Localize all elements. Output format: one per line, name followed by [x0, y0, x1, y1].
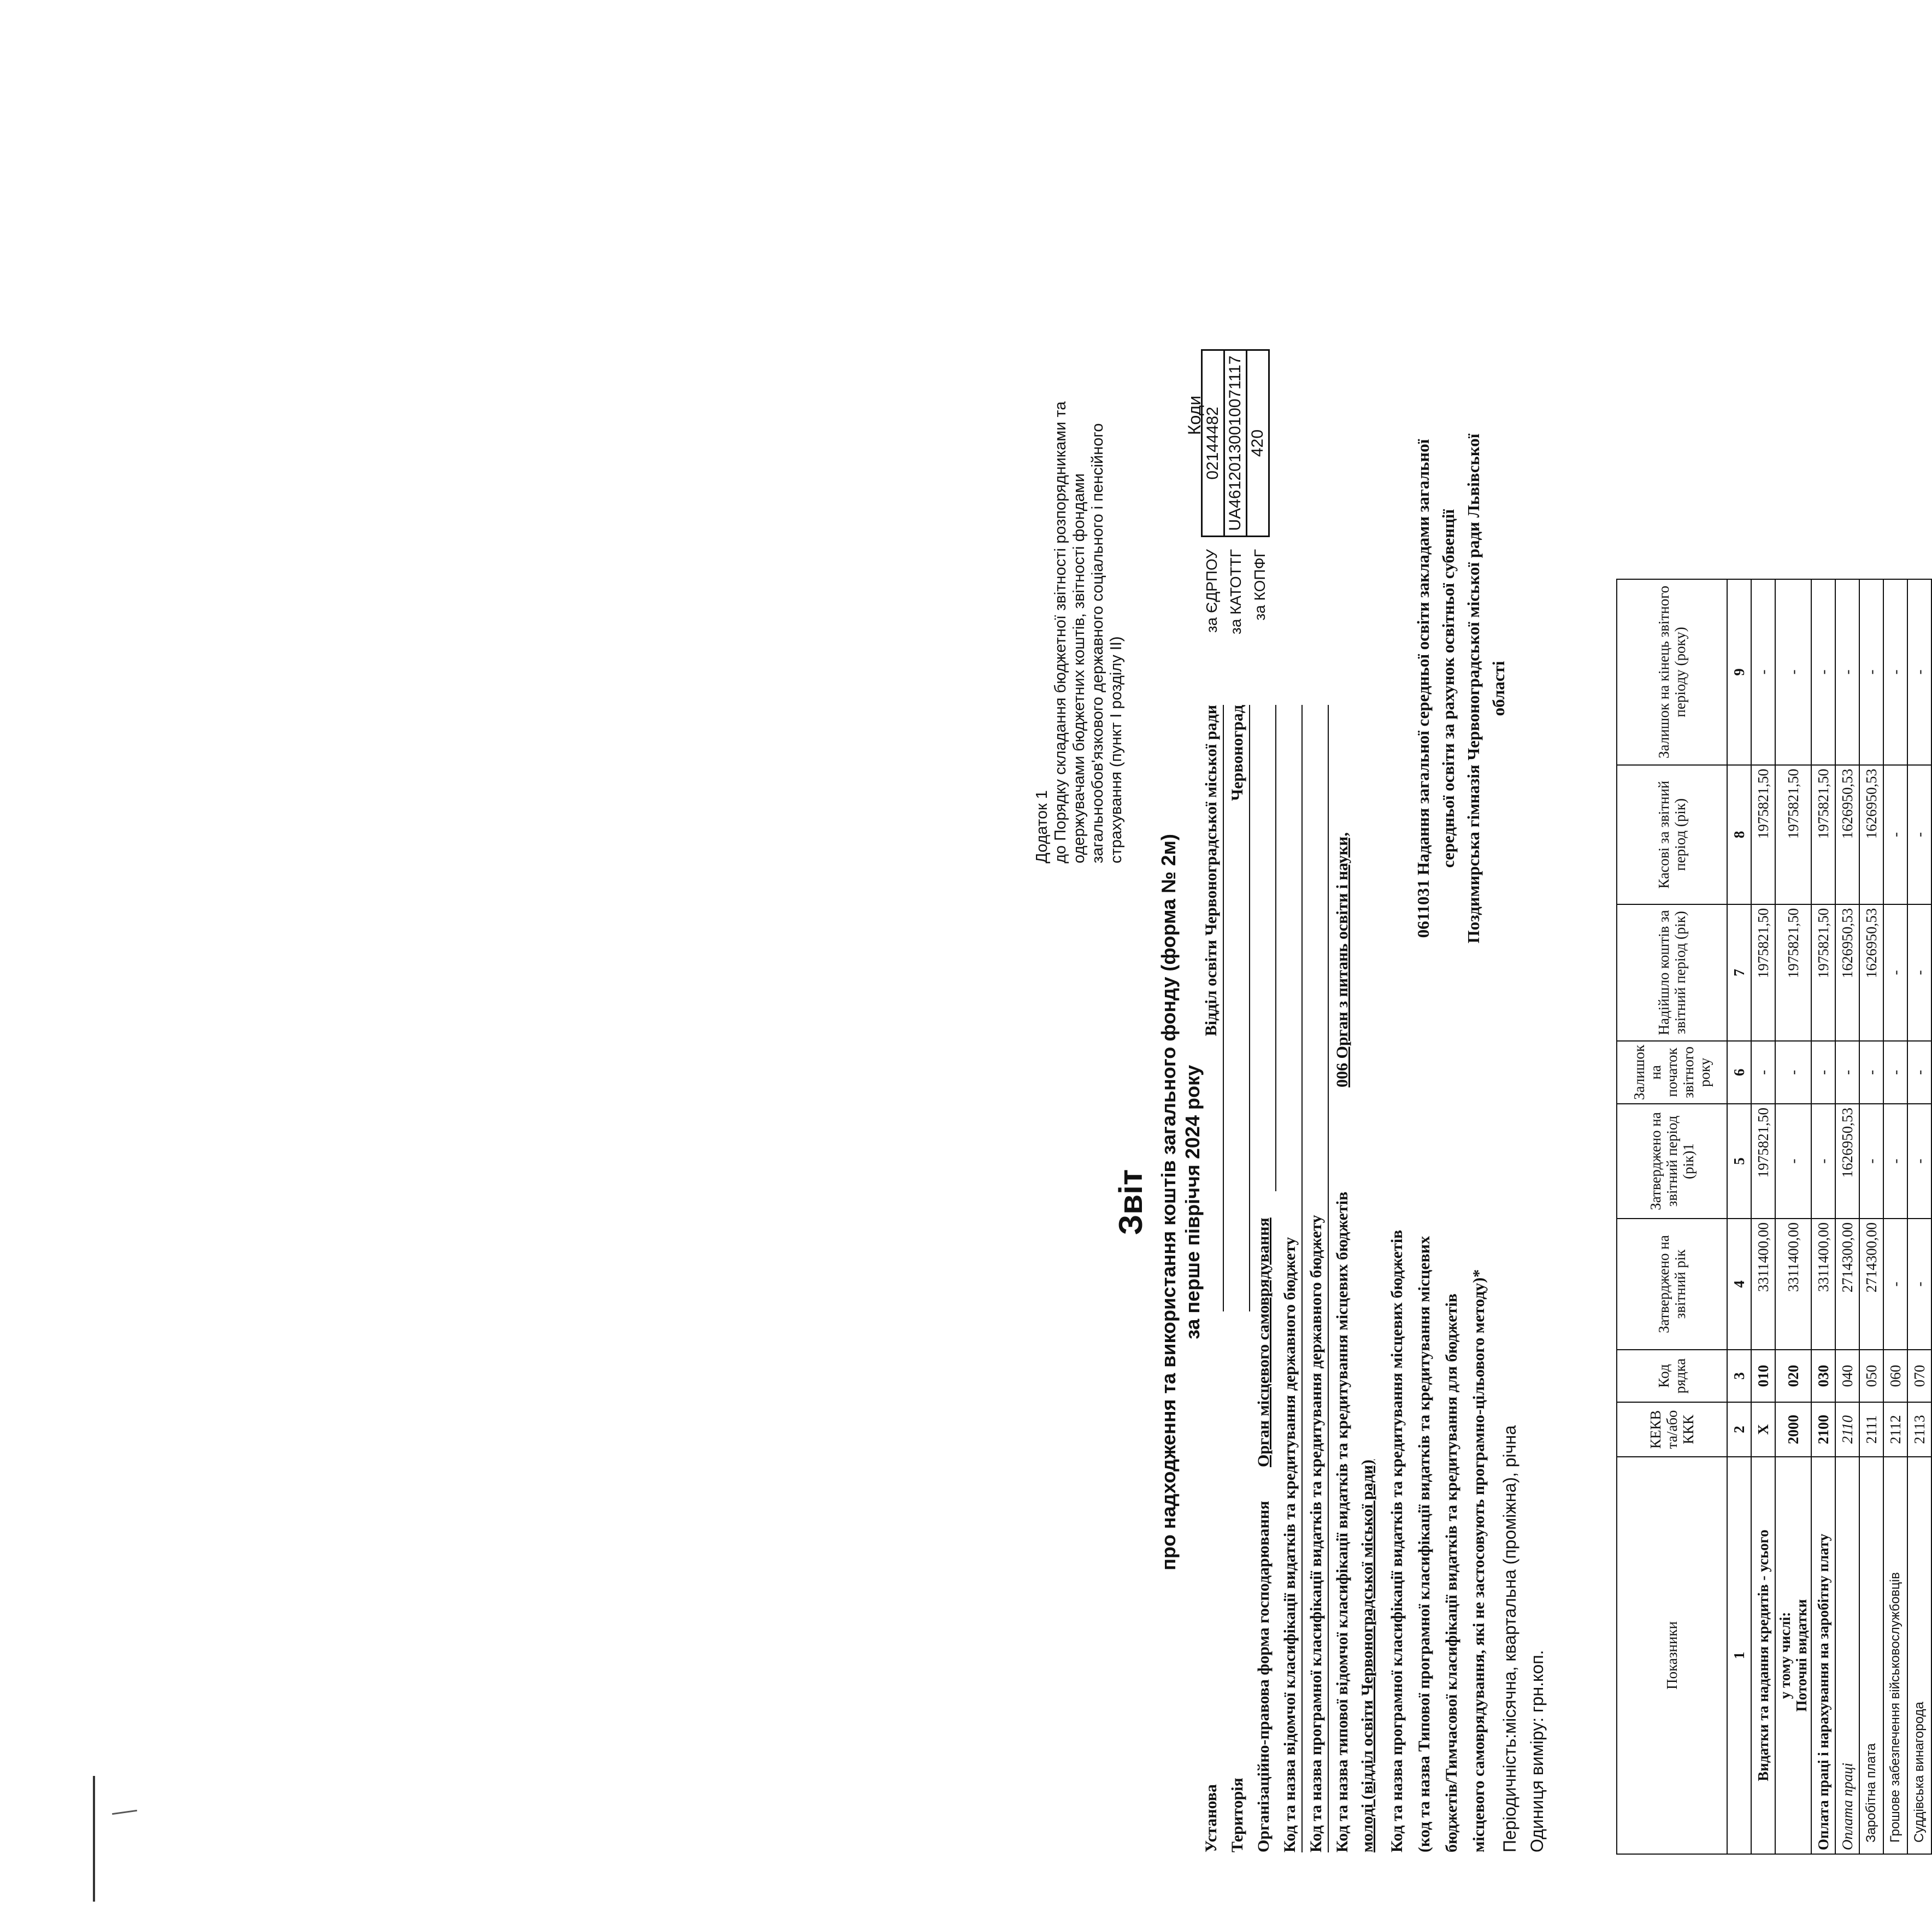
code-label-katottg: за КАТОТТГ — [1227, 549, 1244, 634]
institution-value: Відділ освіти Червоноградської міської ради — [1202, 705, 1220, 1037]
code-label-kopfg: за КОПФГ — [1251, 549, 1268, 621]
row-value: - — [1775, 579, 1811, 765]
row-value: - — [1859, 579, 1883, 765]
rotated-form — [1011, 131, 1928, 1858]
legal-form-value: Орган місцевого самоврядування — [1254, 1217, 1273, 1467]
program-title-line: 0611031 Надання загальної середньої освіти закладами загальної — [1413, 439, 1433, 938]
row-value: - — [1907, 765, 1931, 904]
row-name — [1775, 1457, 1811, 1854]
report-subtitle: про надходження та використання коштів загального фонду (форма № 2м) — [1157, 834, 1180, 1570]
dept-code-label: Код та назва відомчої класифікації видатків та кредитування державного бюджету — [1281, 1237, 1299, 1852]
row-name: Суддівська винагорода — [1907, 1457, 1931, 1854]
row-kekv: 2100 — [1811, 1402, 1835, 1457]
row-value: - — [1835, 579, 1859, 765]
row-kekv: 2113 — [1907, 1402, 1931, 1457]
row-value: 3311400,00 — [1775, 1219, 1811, 1350]
addendum-line: до Порядку складання бюджетної звітності розпорядниками та — [1052, 401, 1069, 863]
code-value-edrpou: 02144482 — [1202, 350, 1224, 537]
table-row — [1835, 579, 1859, 1854]
row-value: 1975821,50 — [1751, 904, 1775, 1041]
row-value: 1975821,50 — [1775, 904, 1811, 1041]
row-value: - — [1907, 579, 1931, 765]
report-title: Звіт — [1112, 1169, 1149, 1235]
col-number: 2 — [1727, 1402, 1751, 1457]
legal-form-underline — [1275, 705, 1276, 1191]
row-value: - — [1907, 1041, 1931, 1104]
typical-code-value: 006 Орган з питань освіти і науки, — [1333, 832, 1351, 1087]
col-number: 1 — [1727, 1457, 1751, 1854]
code-value-kopfg: 420 — [1247, 350, 1269, 537]
row-value: 1626950,53 — [1835, 1104, 1859, 1219]
row-value: - — [1907, 904, 1931, 1041]
row-value: - — [1883, 904, 1907, 1041]
row-name: Заробітна плата — [1859, 1457, 1883, 1854]
institution-underline — [1223, 705, 1224, 1311]
row-code: 010 — [1751, 1350, 1775, 1402]
scan-edge-mark — [93, 1776, 95, 1902]
row-value: - — [1775, 1041, 1811, 1104]
row-value: - — [1907, 1104, 1931, 1219]
row-code: 020 — [1775, 1350, 1811, 1402]
table-row — [1907, 579, 1931, 1854]
codes-table — [1201, 349, 1270, 537]
local-prog-paren-line: бюджетів/Тимчасової класифікації видатків та кредитування для бюджетів — [1442, 1293, 1460, 1852]
program-title-line: Поздимирська гімназія Червоноградської міської ради Львівської — [1464, 433, 1483, 944]
legal-form-label: Організаційно-правова форма господарювання — [1254, 1501, 1273, 1852]
table-row — [1751, 579, 1775, 1854]
col-number: 3 — [1727, 1350, 1751, 1402]
row-value: 1975821,50 — [1811, 765, 1835, 904]
row-value: 1975821,50 — [1775, 765, 1811, 904]
row-code: 060 — [1883, 1350, 1907, 1402]
row-code: 040 — [1835, 1350, 1859, 1402]
row-value: - — [1883, 579, 1907, 765]
local-prog-paren-line: (код та назва Типової програмної класифікації видатків та кредитування місцевих — [1415, 1235, 1433, 1852]
header-indicators: Показники — [1617, 1457, 1727, 1854]
scan-dash-mark — [112, 1810, 137, 1815]
header-balance-end: Залишок на кінець звітного періоду (року) — [1617, 579, 1727, 765]
header-received: Надійшло коштів за звітний період (рік) — [1617, 904, 1727, 1041]
row-kekv: 2112 — [1883, 1402, 1907, 1457]
row-value: - — [1811, 1104, 1835, 1219]
typical-code-label: Код та назва типової відомчої класифікації видатків та кредитування місцевих бюджетів — [1333, 1191, 1351, 1852]
territory-underline — [1249, 705, 1250, 1311]
row-kekv: 2110 — [1835, 1402, 1859, 1457]
institution-label: Установа — [1202, 1784, 1220, 1852]
header-cash: Касові за звітний період (рік) — [1617, 765, 1727, 904]
header-approved-year: Затверджено на звітний рік — [1617, 1219, 1727, 1350]
row-value: 1626950,53 — [1835, 904, 1859, 1041]
row-value: - — [1883, 765, 1907, 904]
col-number: 9 — [1727, 579, 1751, 765]
col-number: 6 — [1727, 1041, 1751, 1104]
local-prog-paren-line: місцевого самоврядування, які не застосовують програмно-цільового методу)* — [1470, 1269, 1488, 1852]
row-value: 3311400,00 — [1811, 1219, 1835, 1350]
row-value: - — [1859, 1041, 1883, 1104]
row-value: - — [1751, 579, 1775, 765]
row-value: 1975821,50 — [1751, 765, 1775, 904]
row-value: 3311400,00 — [1751, 1219, 1775, 1350]
addendum-line: страхування (пункт І розділу ІІ) — [1108, 636, 1125, 863]
row-kekv: 2111 — [1859, 1402, 1883, 1457]
row-kekv: X — [1751, 1402, 1775, 1457]
row-value: - — [1859, 1104, 1883, 1219]
table-row — [1883, 579, 1907, 1854]
territory-label: Територія — [1228, 1778, 1246, 1852]
row-value: - — [1751, 1041, 1775, 1104]
report-period: за перше півріччя 2024 року — [1181, 1065, 1204, 1340]
typical-code-continuation: молоді (відділ освіти Червоноградської міської ради) — [1358, 1459, 1376, 1852]
program-title-line: області — [1489, 661, 1508, 716]
row-name: Грошове забезпечення військовослужбовців — [1883, 1457, 1907, 1854]
row-name: Видатки та надання кредитів - усього — [1751, 1457, 1775, 1854]
row-value: 1626950,53 — [1835, 765, 1859, 904]
col-number: 5 — [1727, 1104, 1751, 1219]
table-row — [1859, 579, 1883, 1854]
row-value: - — [1883, 1041, 1907, 1104]
program-title-line: середньої освіти за рахунок освітньої субвенції — [1439, 509, 1458, 868]
row-name: Оплата праці і нарахування на заробітну плату — [1811, 1457, 1835, 1854]
addendum-line: загальнообов'язкового державного соціального і пенсійного — [1089, 423, 1106, 863]
header-balance-start: Залишок на початок звітного року — [1617, 1041, 1727, 1104]
addendum-line: Додаток 1 — [1033, 790, 1051, 863]
row-name-subtitle: у тому числі: — [1777, 1611, 1793, 1699]
row-value: - — [1811, 579, 1835, 765]
header-row-code: Код рядка — [1617, 1350, 1727, 1402]
row-kekv: 2000 — [1775, 1402, 1811, 1457]
table-row — [1811, 579, 1835, 1854]
codes-title: Коди — [1185, 395, 1204, 436]
dept-code-underline — [1301, 705, 1303, 1852]
code-label-edrpou: за ЄДРПОУ — [1203, 549, 1220, 633]
col-number: 4 — [1727, 1219, 1751, 1350]
row-value: 1626950,53 — [1859, 765, 1883, 904]
header-kekv: КЕКВ та/або ККК — [1617, 1402, 1727, 1457]
unit-text: Одиниця виміру: грн.коп. — [1527, 1650, 1547, 1852]
row-value: 1975821,50 — [1751, 1104, 1775, 1219]
local-prog-label: Код та назва програмної класифікації видатків та кредитування місцевих бюджетів — [1388, 1229, 1406, 1852]
row-value: 2714300,00 — [1859, 1219, 1883, 1350]
row-value: - — [1775, 1104, 1811, 1219]
row-value: - — [1883, 1104, 1907, 1219]
col-number: 8 — [1727, 765, 1751, 904]
addendum-line: одержувачами бюджетних коштів, звітності фондами — [1070, 473, 1088, 863]
row-value: 1626950,53 — [1859, 904, 1883, 1041]
row-value: 1975821,50 — [1811, 904, 1835, 1041]
row-name: Оплата праці — [1835, 1457, 1859, 1854]
code-value-katottg: UA46120130010071117 — [1224, 350, 1247, 537]
col-number: 7 — [1727, 904, 1751, 1041]
row-code: 050 — [1859, 1350, 1883, 1402]
periodicity-text: Періодичність:місячна, квартальна (проміжна), річна — [1500, 1425, 1519, 1852]
prog-code-label: Код та назва програмної класифікації видатків та кредитування державного бюджету — [1307, 1215, 1325, 1852]
row-value: - — [1907, 1219, 1931, 1350]
row-code: 030 — [1811, 1350, 1835, 1402]
header-approved-period: Затверджено на звітний період (рік)1 — [1617, 1104, 1727, 1219]
territory-value: Червоноград — [1228, 705, 1246, 801]
row-value: - — [1883, 1219, 1907, 1350]
row-value: 2714300,00 — [1835, 1219, 1859, 1350]
table-row — [1775, 579, 1811, 1854]
prog-code-underline — [1328, 705, 1329, 1852]
row-value: - — [1811, 1041, 1835, 1104]
row-name-title: Поточні видатки — [1793, 1599, 1810, 1712]
row-value: - — [1835, 1041, 1859, 1104]
row-code: 070 — [1907, 1350, 1931, 1402]
report-table — [1616, 579, 1932, 1855]
